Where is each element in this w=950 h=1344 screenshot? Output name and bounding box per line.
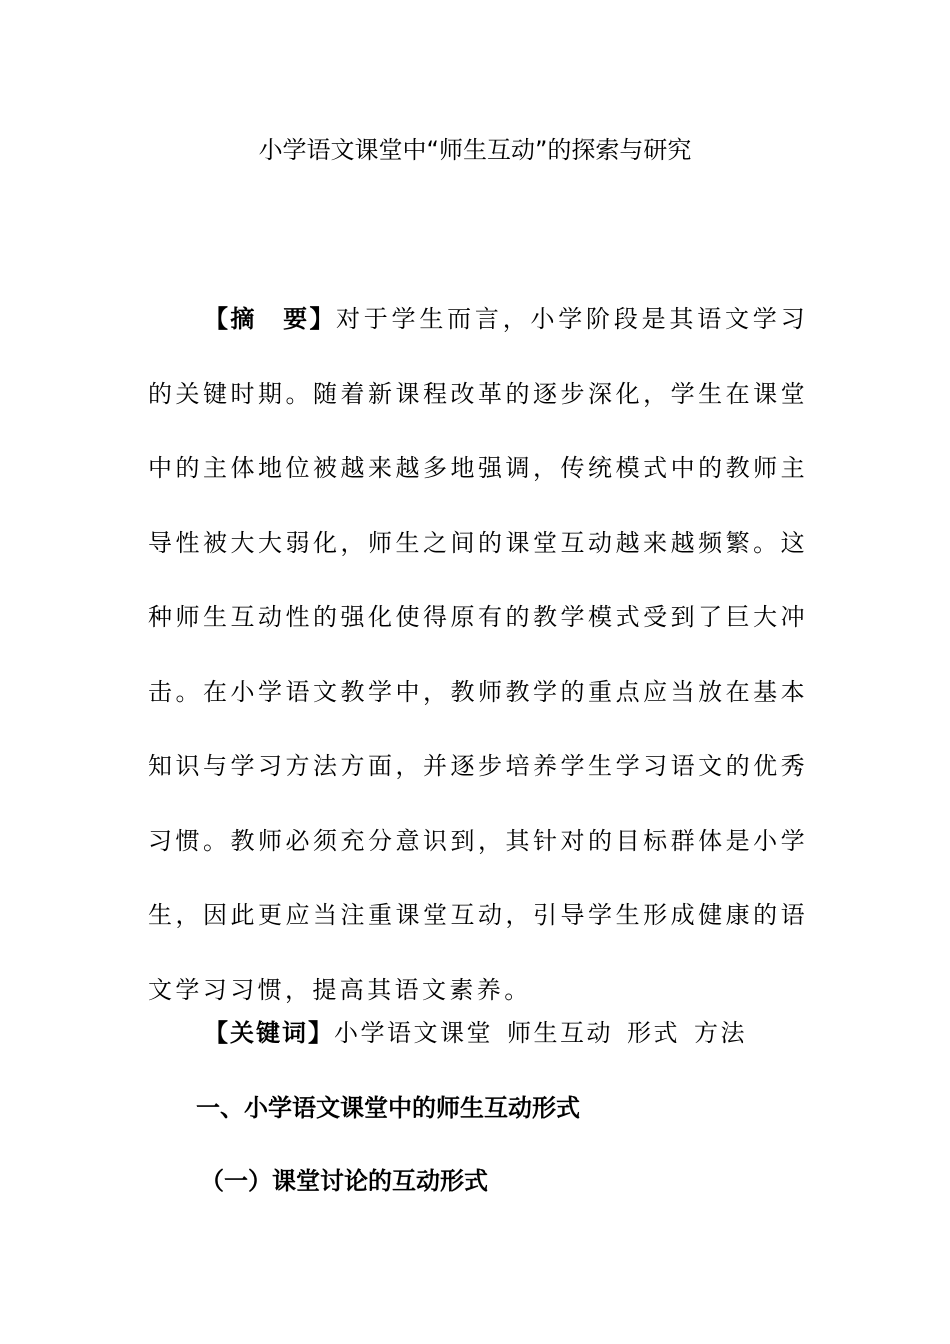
keyword-item: 师生互动 <box>507 1019 613 1047</box>
section-heading: 一、小学语文课堂中的师生互动形式 <box>196 1094 580 1122</box>
keywords-label: 【关键词】 <box>204 1019 334 1047</box>
keyword-item: 方法 <box>694 1019 747 1047</box>
keyword-item: 小学语文课堂 <box>334 1019 493 1047</box>
document-title: 小学语文课堂中“师生互动”的探索与研究 <box>258 136 692 164</box>
abstract-text: 对于学生而言，小学阶段是其语文学习的关键时期。随着新课程改革的逐步深化，学生在课堂中的主体地位被越来越多地强调，传统模式中的教师主导性被大大弱化，师生之间的课堂互动越来越频繁。这种师生互动性的强化使得原有的教学模式受到了巨大冲击。在小学语文教学中，教师教学的重点应当放在基本知识与学习方法方面，并逐步培养学生学习语文的优秀习惯。教师必须充分意识到，其针对的目标群体是小学生，因此更应当注重课堂互动，引导学生形成健康的语文学习习惯，提高其语文素养。 <box>148 305 808 1004</box>
abstract-paragraph <box>148 282 808 1027</box>
keywords-line <box>204 1015 824 1051</box>
keyword-item: 形式 <box>627 1019 680 1047</box>
subsection-heading: （一）课堂讨论的互动形式 <box>200 1167 488 1195</box>
abstract-label: 【摘 要】 <box>204 305 336 333</box>
